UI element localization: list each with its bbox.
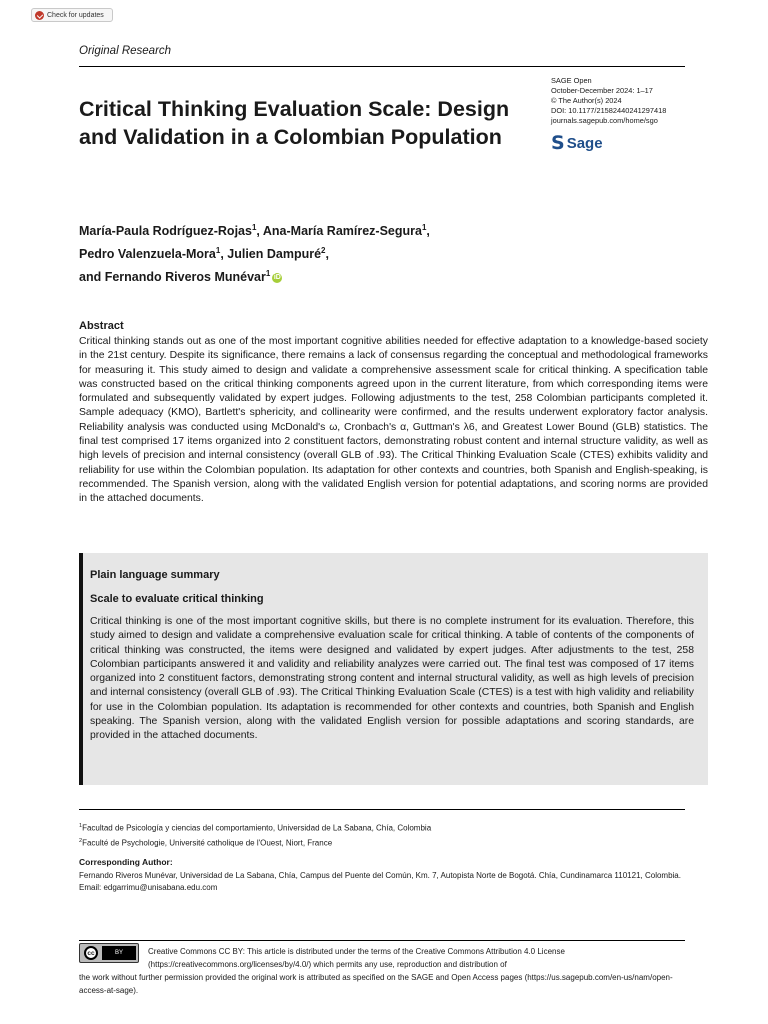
header-rule <box>79 66 685 67</box>
abstract-text: Critical thinking stands out as one of the most important cognitive abilities needed for effective adaptation to a knowledge-based society in the 21st century. Despite its significance, there remains a lack of consensus regarding the conceptual and methodological frameworks for measuring it. This study aimed to design and validate a comprehensive assessment scale for critical thinking. A specification table was constructed based on the critical thinking components agreed upon in the current literature, from which corresponding items were formulated and subsequently validated by expert judges. Following adjustments to the test, 258 Colombian participants completed it. Sample adequacy (KMO), Bartlett's sphericity, and collinearity were confirmed, and the results underwent exploratory factor analysis. Reliability analysis was conducted using McDonald's ω, Cronbach's α, Guttman's λ6, and Greatest Lower Bound (GLB) statistics. The final test comprised 17 items organized into 2 constituent factors, demonstrating robust content and internal structure validity, as well as high levels of precision and internal consistency (overall GLB of .93). The Critical Thinking Evaluation Scale (CTES) exhibits validity and reliability for use within the Colombian population. Its adaptation for other contexts and countries, both Spanish and English-speaking, is recommended. The Spanish version, along with the validated English version for potential adaptations, and scoring norms are provided in the attached documents. <box>79 336 708 505</box>
sage-s-icon: S <box>551 132 565 154</box>
meta-copyright: © The Author(s) 2024 <box>551 96 622 105</box>
author-affiliation-marker: 1 <box>251 223 257 232</box>
meta-issue: October-December 2024: 1–17 <box>551 86 653 95</box>
article-title: Critical Thinking Evaluation Scale: Design and Validation in a Colombian Population <box>79 97 510 149</box>
plain-summary-text: Critical thinking is one of the most important cognitive skills, but there is no complete instrument for its evaluation. Therefore, this study aimed to design and validate a comprehensive evaluation scale for critical thinking. A table of contents of the components of critical thinking was constructed, the items were designed and validated by expert judges. After adjustments to the test, 258 Colombian participants answered it and validity and reliability analyzes were carried out. The final test was composed of 17 items organized into 2 constituent factors, demonstrating strong content and internal structural validity, as well as high levels of precision and internal consistency (overall GLB of .93). The Critical Thinking Evaluation Scale (CTES) is a test with high validity and reliability for use in the Colombian population. Its adaptation is recommended for other contexts and countries, both Spanish and English speaking. The Spanish version, along with the validated English version for possible adaptations and scoring standards, are provided in the attached documents. <box>90 616 694 742</box>
corresponding-heading: Corresponding Author: <box>79 857 173 867</box>
plain-summary-subheading: Scale to evaluate critical thinking <box>90 593 264 605</box>
check-for-updates-badge[interactable] <box>31 8 113 22</box>
meta-url[interactable]: journals.sagepub.com/home/sgo <box>551 116 658 125</box>
author-name: and Fernando Riveros Munévar <box>79 270 266 285</box>
license-text-bottom: the work without further permission provided the original work is attributed as specified on the SAGE and Open Access pages (https://us.sagepub.com/en-us/nam/open-access-at-sage). <box>79 973 673 995</box>
license-text-top: Creative Commons CC BY: This article is distributed under the terms of the Creative Commons Attribution 4.0 License (https://creativecommons.org/licenses/by/4.0/) which permits any use, reproduction and distribution of <box>148 947 565 969</box>
checkmark-icon <box>35 11 44 20</box>
check-for-updates-label: Check for updates <box>47 11 104 19</box>
corresponding-email[interactable]: Email: edgarrimu@unisabana.edu.com <box>79 883 218 892</box>
by-icon: BY <box>102 946 136 960</box>
cc-icon: cc <box>84 946 98 960</box>
author-affiliation-marker: 1 <box>215 246 221 256</box>
author-affiliation-marker: 1 <box>265 269 271 279</box>
affiliation-2: $^2$Faculté de Psychologie, Université catholique de l'Ouest, Niort, France <box>79 837 333 848</box>
orcid-icon[interactable]: iD <box>273 274 281 282</box>
author-name: María-Paula Rodríguez-Rojas <box>79 224 252 239</box>
corresponding-details <box>79 870 699 894</box>
author-name: Pedro Valenzuela-Mora <box>79 247 216 262</box>
meta-journal: SAGE Open <box>551 76 592 85</box>
abstract-heading: Abstract <box>79 320 124 332</box>
author-affiliation-marker: 2 <box>321 246 326 256</box>
cc-by-badge[interactable] <box>79 943 139 963</box>
corresponding-address: Fernando Riveros Munévar, Universidad de La Sabana, Chía, Campus del Puente del Común, Km. 7, Autopista Norte de Bogotá. Chía, Cundinamarca 110121, Colombia. <box>79 871 681 880</box>
footnote-rule <box>79 809 685 810</box>
affiliations <box>79 820 699 849</box>
author-name: Ana-María Ramírez-Segura <box>262 224 422 239</box>
license-rule <box>79 940 685 941</box>
plain-summary-heading: Plain language summary <box>90 569 220 581</box>
sage-logo <box>551 132 603 154</box>
sage-logo-text: Sage <box>566 134 603 152</box>
affiliation-1: $^1$Facultad de Psicología y ciencias del comportamiento, Universidad de La Sabana, Chía, Colombia <box>79 823 432 833</box>
author-name: Julien Dampuré <box>227 247 322 262</box>
author-list: María-Paula Rodríguez-Rojas$^1$, Ana-María Ramírez-Segura$^1$, Pedro Valenzuela-Mora$^1$, Julien Dampuré$^2$, and Fernando Riveros Munévar$^1$ iD <box>79 223 430 285</box>
meta-doi[interactable]: DOI: 10.1177/21582440241297418 <box>551 106 667 115</box>
journal-meta <box>551 76 721 126</box>
author-affiliation-marker: 1 <box>421 223 427 232</box>
section-label: Original Research <box>79 45 172 57</box>
